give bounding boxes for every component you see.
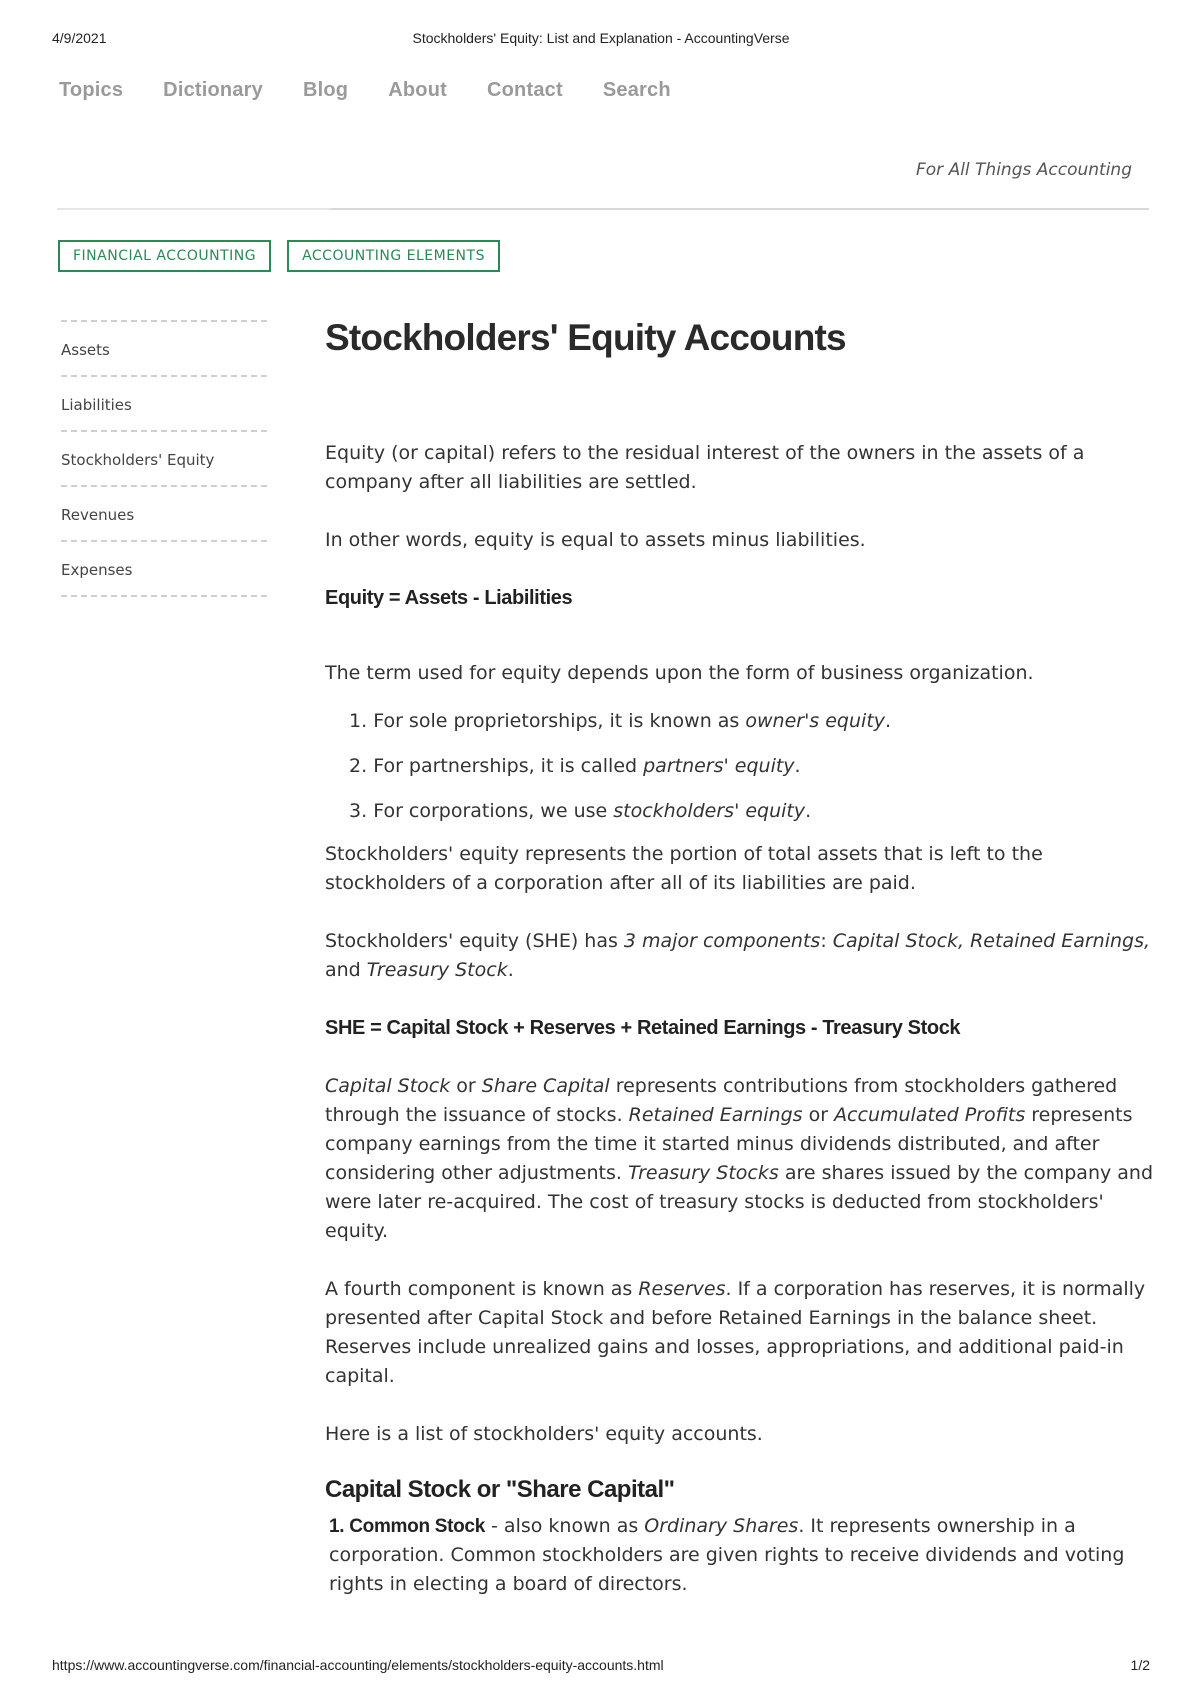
list-term: owner's equity	[745, 710, 886, 732]
top-nav	[59, 79, 711, 102]
paragraph-other-words: In other words, equity is equal to assets minus liabilities.	[325, 529, 866, 551]
sidebar-divider	[61, 595, 267, 597]
paragraph-intro: Equity (or capital) refers to the residual interest of the owners in the assets of a company after all liabilities are settled.	[325, 442, 1085, 493]
list-term: partners' equity	[643, 755, 795, 777]
print-url: https://www.accountingverse.com/financial-accounting/elements/stockholders-equity-accounts.html	[52, 1657, 664, 1673]
nav-about[interactable]: About	[388, 79, 447, 101]
text: represents contributions from stockholders gathered through the issuance of stocks.	[325, 1075, 1118, 1126]
sidebar	[61, 320, 267, 597]
list-item: 1. For sole proprietorships, it is known as owner's equity.	[349, 710, 892, 732]
paragraph-list-intro: Here is a list of stockholders' equity accounts.	[325, 1423, 763, 1445]
text: - also known as	[484, 1515, 645, 1537]
header-divider-accent	[331, 208, 1149, 210]
emphasis: Ordinary Shares	[644, 1515, 799, 1537]
paragraph-term: The term used for equity depends upon the form of business organization.	[325, 662, 1034, 684]
emphasis: Treasury Stock	[366, 959, 508, 981]
emphasis: Capital Stock	[325, 1075, 451, 1097]
print-footer	[52, 1657, 1150, 1677]
nav-dictionary[interactable]: Dictionary	[163, 79, 263, 101]
print-header	[52, 30, 1150, 50]
text: or	[450, 1075, 482, 1097]
text: . If a corporation has reserves, it is normally presented after Capital Stock and before Retained Earnings in the balance sheet. Reserves include unrealized gains and losses, appropriations, and additional paid-in capital.	[325, 1278, 1146, 1387]
text: are shares issued by the company and were later re-acquired. The cost of treasury stocks is deducted from stockholders' equity.	[325, 1162, 1154, 1242]
text: . It represents ownership in a corporation. Common stockholders are given rights to receive dividends and voting rights in electing a board of directors.	[329, 1515, 1125, 1595]
sidebar-item-liabilities[interactable]: Liabilities	[61, 396, 132, 414]
list-term: stockholders' equity	[613, 800, 806, 822]
site-tagline: For All Things Accounting	[916, 160, 1132, 180]
emphasis: Capital Stock, Retained Earnings,	[832, 930, 1151, 952]
sidebar-item-revenues[interactable]: Revenues	[61, 506, 135, 524]
list-text: For partnerships, it is called	[373, 755, 644, 777]
emphasis: Accumulated Profits	[834, 1104, 1026, 1126]
text: represents company earnings from the time it started minus dividends distributed, and after considering other adjustments.	[325, 1104, 1133, 1184]
emphasis: Treasury Stocks	[627, 1162, 779, 1184]
sidebar-item-expenses[interactable]: Expenses	[61, 561, 133, 579]
sidebar-item-assets[interactable]: Assets	[61, 341, 110, 359]
emphasis: Share Capital	[481, 1075, 610, 1097]
list-text: For corporations, we use	[373, 800, 614, 822]
text: and	[325, 959, 367, 981]
list-text: For sole proprietorships, it is known as	[373, 710, 746, 732]
paragraph-she-components	[325, 927, 1155, 985]
nav-topics[interactable]: Topics	[59, 79, 124, 101]
text: or	[802, 1104, 835, 1126]
article	[325, 316, 1155, 1599]
page-title: Stockholders' Equity Accounts	[325, 317, 846, 358]
formula-she: SHE = Capital Stock + Reserves + Retained Earnings - Treasury Stock	[325, 1017, 961, 1039]
list-number: 3.	[349, 800, 368, 822]
paragraph-common-stock	[325, 1512, 1155, 1599]
paragraph-reserves	[325, 1275, 1155, 1391]
text: .	[507, 959, 514, 981]
sidebar-item-stockholders-equity[interactable]: Stockholders' Equity	[61, 451, 215, 469]
formula-equity: Equity = Assets - Liabilities	[325, 587, 573, 609]
print-date: 4/9/2021	[52, 30, 107, 46]
text: Stockholders' equity (SHE) has	[325, 930, 624, 952]
list-item: 3. For corporations, we use stockholders' equity.	[349, 800, 812, 822]
emphasis: Retained Earnings	[628, 1104, 803, 1126]
nav-search[interactable]: Search	[602, 79, 671, 101]
list-number: 1.	[349, 710, 368, 732]
emphasis: 3 major components	[623, 930, 821, 952]
category-tags	[58, 240, 516, 272]
list-item: 2. For partnerships, it is called partners' equity.	[349, 755, 801, 777]
paragraph-she-definition: Stockholders' equity represents the portion of total assets that is left to the stockholders of a corporation after all of its liabilities are paid.	[325, 843, 1043, 894]
tag-accounting-elements[interactable]: ACCOUNTING ELEMENTS	[287, 240, 500, 272]
nav-blog[interactable]: Blog	[302, 79, 349, 101]
print-title: Stockholders' Equity: List and Explanation - AccountingVerse	[412, 30, 790, 46]
equity-terms-list	[325, 707, 1155, 826]
text: :	[820, 930, 833, 952]
page-number: 1/2	[1130, 1657, 1150, 1673]
tag-financial-accounting[interactable]: FINANCIAL ACCOUNTING	[58, 240, 271, 272]
list-number: 2.	[349, 755, 368, 777]
nav-contact[interactable]: Contact	[486, 79, 563, 101]
paragraph-components-explained	[325, 1072, 1155, 1246]
item-label: 1. Common Stock	[329, 1516, 485, 1537]
section-heading-capital-stock: Capital Stock or "Share Capital"	[325, 1476, 675, 1503]
text: A fourth component is known as	[325, 1278, 639, 1300]
emphasis: Reserves	[638, 1278, 726, 1300]
